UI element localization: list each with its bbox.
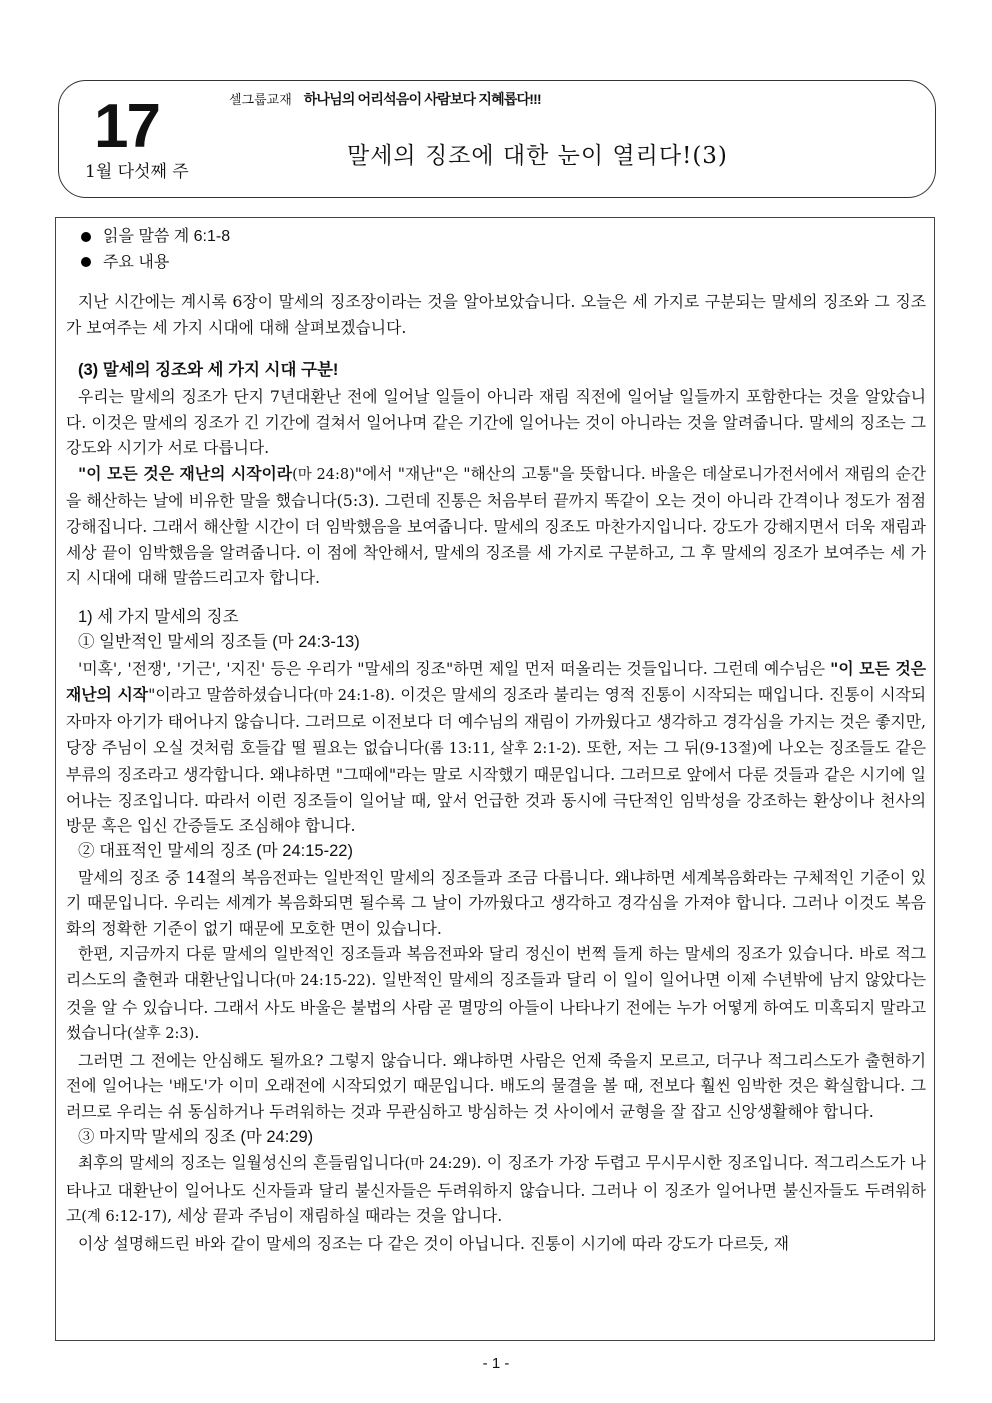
paragraph-text: 한편, 지금까지 다룬 말세의 일반적인 징조들과 복음전파와 달리 정신이 번쩍 들게 하는 말세의 징조가 있습니다. 바로 적그리스도의 출현과 대환난입니다 (66, 944, 926, 990)
reading-label: 읽을 말씀 (103, 228, 170, 245)
paragraph-text: . 일반적인 말세의 징조들과 달리 이 일이 일어나면 이제 수년밖에 남지 않았다는 것을 알 수 있습니다. 그래서 사도 바울은 불법의 사람 곧 멸망의 아들이 나타나기 전에는 누가 어떻게 하여도 미혹되지 말라고 썼습니다 (66, 970, 926, 1043)
page-number: - 1 - (482, 1355, 510, 1372)
sub2-paragraph-3: 그러면 그 전에는 안심해도 될까요? 그렇지 않습니다. 왜냐하면 사람은 언제 죽을지 모르고, 더구나 적그리스도가 출현하기 전에 일어나는 '배도'가 이미 오래전에 시작되었기 때문입니다. 배도의 물결을 볼 때, 전보다 훨씬 임박한 것은 확실합니다. 그러므로 우리는 쉬 동심하거나 두려워하는 것과 무관심하고 방심하는 것 사이에서 균형을 잘 잡고 신앙생활해야 합니다. (66, 1050, 926, 1121)
sub3-paragraph-2: 이상 설명해드린 바와 같이 말세의 징조는 다 같은 것이 아닙니다. 진통이 시기에 따라 강도가 다르듯, 재 (78, 1233, 790, 1253)
content (66, 224, 926, 1257)
paragraph-text: . 이 징조가 가장 두렵고 무시무시한 징조입니다. 적그리스도가 나타나고 대환난이 일어나도 신자들과 달리 불신자들은 두려워하지 않습니다. 그러나 이 징조가 일어나면 불신자들도 두려워하고 (66, 1153, 926, 1226)
scripture-ref: (살후 2:3) (127, 1026, 195, 1043)
intro-paragraph: 지난 시간에는 계시록 6장이 말세의 징조장이라는 것을 알아보았습니다. 오늘은 세 가지로 구분되는 말세의 징조와 그 징조가 보여주는 세 가지 시대에 대해 살펴보겠습니다. (66, 292, 926, 337)
sub3-paragraph-1 (66, 1150, 926, 1231)
lesson-number: 17 (94, 92, 159, 161)
paragraph-text: . 또한, 저는 그 뒤 (576, 737, 700, 757)
paragraph-text: '미혹', '전쟁', '기근', '지진' 등은 우리가 "말세의 징조"하면 제일 먼저 떠올리는 것들입니다. 그런데 예수님은 (78, 658, 831, 678)
lesson-week: 1월 다섯째 주 (85, 162, 189, 182)
scripture-ref: (마 24:15-22) (275, 973, 372, 990)
scripture-ref: (9-13절) (699, 740, 758, 757)
paragraph-text: 에 나오는 징조들도 같은 부류의 징조라고 생각합니다. 왜냐하면 "그때에"라는 말로 시작했기 때문입니다. 그러므로 앞에서 다룬 것들과 같은 시기에 일어나는 징조입니다. 따라서 이런 징조들이 일어날 때, 앞서 언급한 것과 동시에 극단적인 임박성을 강조하는 환상이나 천사의 방문 혹은 입신 간증들도 조심해야 합니다. (66, 737, 927, 836)
paragraph-text: 최후의 말세의 징조는 일월성신의 흔들림입니다 (78, 1153, 405, 1173)
bullet-icon (81, 257, 91, 267)
reading-ref: 계 6:1-8 (173, 228, 231, 245)
main-content-row (81, 250, 926, 276)
quote-bold: "이 모든 것은 재난의 시작 (66, 658, 926, 704)
paragraph-text: "이라고 말씀하셨습니다 (148, 684, 314, 704)
sub2-paragraph-1: 말세의 징조 중 14절의 복음전파는 일반적인 말세의 징조들과 조금 다릅니다. 왜냐하면 세계복음화라는 구체적인 기준이 있기 때문입니다. 우리는 세계가 복음화되면 될수록 그 날이 가까웠다고 생각하고 경각심을 가져야 합니다. 그러나 이것도 복음화의 정확한 기준이 없기 때문에 모호한 면이 있습니다. (66, 867, 926, 938)
content-box (55, 217, 935, 1341)
main-content-label: 주요 내용 (103, 253, 170, 271)
paragraph-text: . 이것은 말세의 징조라 불리는 영적 진통이 시작되는 때입니다. 진통이 시작되자마자 아기가 태어나지 않습니다. 그러므로 이전보다 더 예수님의 재림이 가까웠다고 생각하고 경각심을 가지는 것은 좋지만, 당장 주님이 오실 것처럼 호들갑 떨 필요는 없습니다 (66, 684, 926, 757)
sub-heading-2: ② 대표적인 말세의 징조 (마 24:15-22) (78, 842, 353, 861)
sub-heading-3: ③ 마지막 말세의 징조 (마 24:29) (78, 1127, 314, 1146)
part-heading: 1) 세 가지 말세의 징조 (78, 607, 239, 626)
scripture-ref: (계 6:12-17) (81, 1209, 168, 1226)
series-title: 하나님의 어리석음이 사람보다 지혜롭다!!! (303, 91, 541, 107)
section-heading: (3) 말세의 징조와 세 가지 시대 구분! (78, 361, 339, 380)
series-label: 셀그룹교재 (229, 92, 292, 107)
sub-heading-1: ① 일반적인 말세의 징조들 (마 24:3-13) (78, 633, 360, 652)
bullet-icon (81, 232, 91, 242)
scripture-ref: (마 24:8) (292, 466, 355, 483)
paragraph-text: . (194, 1023, 200, 1043)
scripture-ref: (마 24:29) (404, 1156, 477, 1173)
scripture-ref: (마 24:1-8) (313, 687, 391, 704)
section-paragraph-1: 우리는 말세의 징조가 단지 7년대환난 전에 일어날 일들이 아니라 재림 직전에 일어날 일들까지 포함한다는 것을 알았습니다. 이것은 말세의 징조가 긴 기간에 걸쳐서 일어나며 같은 기간에 일어나는 것이 아니라는 것을 알려줍니다. 말세의 징조는 그 강도와 시기가 서로 다릅니다. (66, 386, 926, 458)
paragraph-text: "에서 "재난"은 "해산의 고통"을 뜻합니다. 바울은 데살로니가전서에서 재림의 순간을 해산하는 날에 비유한 말을 했습니다(5:3). 그런데 진통은 처음부터 끝까지 똑같이 오는 것이 아니라 간격이나 정도가 점점 강해집니다. 그래서 해산할 시간이 더 임박했음을 보여줍니다. 말세의 징조도 마찬가지입니다. 강도가 강해지면서 더욱 재림과 세상 끝이 임박했음을 알려줍니다. 이 점에 착안해서, 말세의 징조를 세 가지로 구분하고, 그 후 말세의 징조가 보여주는 세 가지 시대에 대해 말씀드리고자 합니다. (66, 463, 926, 588)
paragraph-text: , 세상 끝과 주님이 재림하실 때라는 것을 압니다. (167, 1206, 503, 1226)
lesson-title: 말세의 징조에 대한 눈이 열리다!(3) (347, 143, 728, 169)
reading-row (81, 224, 926, 250)
lesson-header (58, 80, 936, 198)
scripture-ref: (롬 13:11, 살후 2:1-2) (424, 740, 577, 757)
sub2-paragraph-2 (66, 941, 926, 1047)
section-paragraph-2 (66, 461, 926, 591)
sub1-paragraph (66, 656, 926, 839)
series-line (229, 90, 541, 109)
quote-bold: "이 모든 것은 재난의 시작이라 (78, 463, 293, 483)
